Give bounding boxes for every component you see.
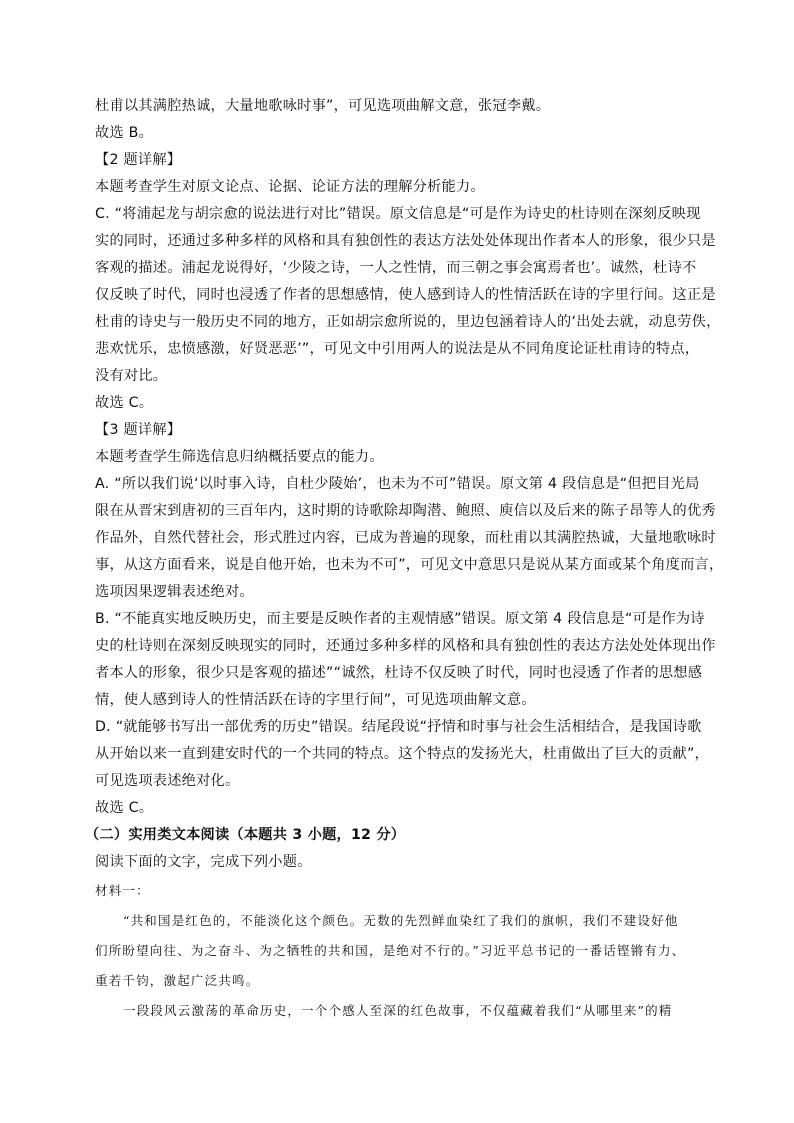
answer-analysis-text	[85, 93, 724, 1026]
text-line: D. “就能够书写出一部优秀的历史”错误。结尾段说“抒情和时事与社会生活相结合，是我国诗歌	[95, 719, 702, 735]
text-line: 事，从这方面看来，说是自他开始，也未为不可”，可见文中意思只是说从某方面或某个角度而言，	[95, 557, 724, 573]
question-heading: 【3 题详解】	[95, 422, 182, 438]
material-line: 重若千钧，激起广泛共鸣。	[95, 973, 260, 988]
text-line: A. “所以我们说‘以时事入诗，自杜少陵始’，也未为不可”错误。原文第 4 段信息是“但把目光局	[95, 476, 700, 492]
material-line: “共和国是红色的，不能淡化这个颜色。无数的先烈鲜血染红了我们的旗帜，我们不建设好他	[123, 913, 679, 928]
section-heading: （二）实用类文本阅读（本题共 3 小题，12 分）	[85, 827, 406, 843]
text-line: 限在从晋宋到唐初的三百年内，这时期的诗歌除却陶潜、鲍照、庾信以及后来的陈子昂等人的优秀	[95, 503, 716, 519]
text-line: 作品外，自然代替社会，形式胜过内容，已成为普遍的现象，而杜甫以其满腔热诚，大量地歌咏时	[95, 530, 716, 546]
instruction-line: 阅读下面的文字，完成下列小题。	[95, 854, 312, 870]
text-line: 可见选项表述绝对化。	[95, 773, 240, 789]
text-line: 杜甫以其满腔热诚，大量地歌咏时事”，可见选项曲解文意，张冠李戴。	[95, 98, 551, 114]
text-line: 选项因果逻辑表述绝对。	[95, 584, 254, 600]
text-line: B. “不能真实地反映历史，而主要是反映作者的主观情感”错误。原文第 4 段信息是“可是作为诗	[95, 611, 705, 627]
answer-line: 故选 C。	[95, 800, 154, 816]
answer-line: 故选 C。	[95, 395, 154, 411]
text-line: 者本人的形象，很少只是客观的描述”“诚然，杜诗不仅反映了时代，同时也浸透了作者的思想感	[95, 665, 703, 681]
material-line: 一段段风云激荡的革命历史，一个个感人至深的红色故事，不仅蕴藏着我们“从哪里来”的精	[123, 1003, 673, 1018]
text-line: C. “将浦起龙与胡宗愈的说法进行对比”错误。原文信息是“可是作为诗史的杜诗则在深刻反映现	[95, 206, 701, 222]
text-line: 实的同时，还通过多种多样的风格和具有独创性的表达方法处处体现出作者本人的形象，很少只是	[95, 233, 716, 249]
answer-line: 故选 B。	[95, 125, 154, 141]
text-line: 从开始以来一直到建安时代的一个共同的特点。这个特点的发扬光大，杜甫做出了巨大的贡献”，	[95, 746, 709, 762]
text-line: 没有对比。	[95, 368, 168, 384]
text-line: 本题考查学生筛选信息归纳概括要点的能力。	[95, 449, 384, 465]
text-line: 客观的描述。浦起龙说得好，‘少陵之诗，一人之性情，而三朝之事会寓焉者也’。诚然，杜诗不	[95, 260, 697, 276]
text-line: 情，使人感到诗人的性情活跃在诗的字里行间”，可见选项曲解文意。	[95, 692, 536, 708]
text-line: 悲欢忧乐，忠愤感激，好贤恶恶’”，可见文中引用两人的说法是从不同角度论证杜甫诗的特点，	[95, 341, 700, 357]
text-line: 史的杜诗则在深刻反映现实的同时，还通过多种多样的风格和具有独创性的表达方法处处体现出作	[95, 638, 716, 654]
question-heading: 【2 题详解】	[95, 152, 182, 168]
material-label: 材料一：	[95, 883, 150, 898]
material-line: 们所盼望向往、为之奋斗、为之牺牲的共和国，是绝对不行的。”习近平总书记的一番话铿锵有力、	[95, 943, 686, 958]
text-line: 仅反映了时代，同时也浸透了作者的思想感情，使人感到诗人的性情活跃在诗的字里行间。这正是	[95, 287, 716, 303]
text-line: 本题考查学生对原文论点、论据、论证方法的理解分析能力。	[95, 179, 485, 195]
text-line: 杜甫的诗史与一般历史不同的地方，正如胡宗愈所说的，里边包涵着诗人的‘出处去就，动息劳佚，	[95, 314, 721, 330]
